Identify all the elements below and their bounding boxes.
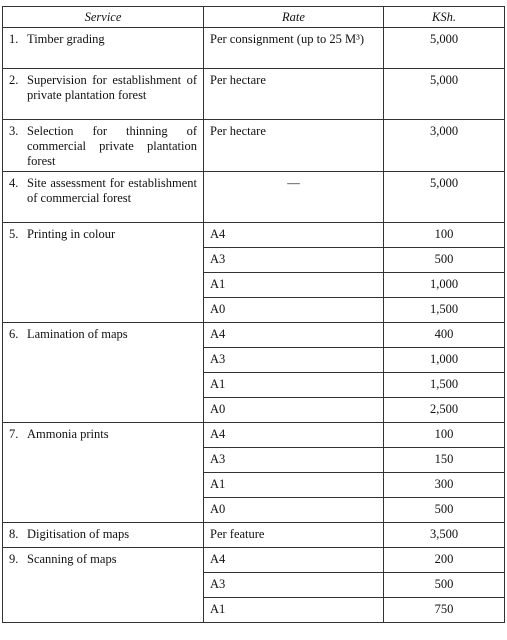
amount-cell: 200 <box>384 548 505 573</box>
rate-cell: A1 <box>204 373 384 398</box>
amount-cell: 500 <box>384 573 505 598</box>
rate-cell: A0 <box>204 298 384 323</box>
table-row <box>3 423 505 448</box>
amount-cell: 5,000 <box>384 172 505 223</box>
rate-cell: Per hectare <box>204 69 384 120</box>
amount-cell: 400 <box>384 323 505 348</box>
service-cell <box>3 523 204 548</box>
service-cell <box>3 548 204 623</box>
service-number: 8. <box>9 527 19 541</box>
service-number: 2. <box>9 73 19 87</box>
amount-cell: 300 <box>384 473 505 498</box>
rate-cell: A1 <box>204 598 384 623</box>
service-name: Supervision for establishment of private plantation forest <box>27 73 197 102</box>
rate-cell: Per feature <box>204 523 384 548</box>
header-amount: KSh. <box>384 7 505 28</box>
table-row <box>3 120 505 172</box>
rate-cell: A4 <box>204 223 384 248</box>
rate-cell: — <box>204 172 384 223</box>
service-cell <box>3 323 204 423</box>
header-service: Service <box>3 7 204 28</box>
table-row <box>3 69 505 120</box>
service-name: Site assessment for establishment of commercial forest <box>27 176 197 205</box>
service-cell <box>3 69 204 120</box>
service-name: Ammonia prints <box>27 427 109 441</box>
amount-cell: 5,000 <box>384 69 505 120</box>
service-number: 7. <box>9 427 19 441</box>
rate-cell: A1 <box>204 473 384 498</box>
service-number: 5. <box>9 227 19 241</box>
amount-cell: 3,000 <box>384 120 505 172</box>
service-cell <box>3 172 204 223</box>
amount-cell: 1,000 <box>384 348 505 373</box>
fee-schedule-table <box>2 6 505 623</box>
rate-cell: A4 <box>204 548 384 573</box>
amount-cell: 2,500 <box>384 398 505 423</box>
service-name: Selection for thinning of commercial private plantation forest <box>27 124 197 168</box>
service-number: 6. <box>9 327 19 341</box>
service-number: 3. <box>9 124 19 138</box>
rate-cell: Per consignment (up to 25 M³) <box>204 28 384 69</box>
service-cell <box>3 120 204 172</box>
table-row <box>3 223 505 248</box>
table-row <box>3 323 505 348</box>
service-number: 9. <box>9 552 19 566</box>
amount-cell: 750 <box>384 598 505 623</box>
amount-cell: 100 <box>384 423 505 448</box>
service-number: 4. <box>9 176 19 190</box>
amount-cell: 1,000 <box>384 273 505 298</box>
service-name: Digitisation of maps <box>27 527 130 541</box>
amount-cell: 1,500 <box>384 298 505 323</box>
table-row <box>3 172 505 223</box>
amount-cell: 500 <box>384 498 505 523</box>
service-name: Printing in colour <box>27 227 116 241</box>
table-row <box>3 28 505 69</box>
service-cell <box>3 223 204 323</box>
rate-cell: A3 <box>204 248 384 273</box>
table-row <box>3 523 505 548</box>
rate-cell: A0 <box>204 498 384 523</box>
rate-cell: A3 <box>204 348 384 373</box>
service-name: Scanning of maps <box>27 552 117 566</box>
service-cell <box>3 28 204 69</box>
service-number: 1. <box>9 32 19 46</box>
rate-cell: A4 <box>204 323 384 348</box>
rate-cell: Per hectare <box>204 120 384 172</box>
service-name: Lamination of maps <box>27 327 128 341</box>
amount-cell: 500 <box>384 248 505 273</box>
service-cell <box>3 423 204 523</box>
rate-cell: A3 <box>204 448 384 473</box>
amount-cell: 1,500 <box>384 373 505 398</box>
amount-cell: 150 <box>384 448 505 473</box>
service-name: Timber grading <box>27 32 105 46</box>
header-row <box>3 7 505 28</box>
table-row <box>3 548 505 573</box>
amount-cell: 100 <box>384 223 505 248</box>
amount-cell: 5,000 <box>384 28 505 69</box>
rate-cell: A4 <box>204 423 384 448</box>
header-rate: Rate <box>204 7 384 28</box>
rate-cell: A3 <box>204 573 384 598</box>
rate-cell: A1 <box>204 273 384 298</box>
amount-cell: 3,500 <box>384 523 505 548</box>
rate-cell: A0 <box>204 398 384 423</box>
